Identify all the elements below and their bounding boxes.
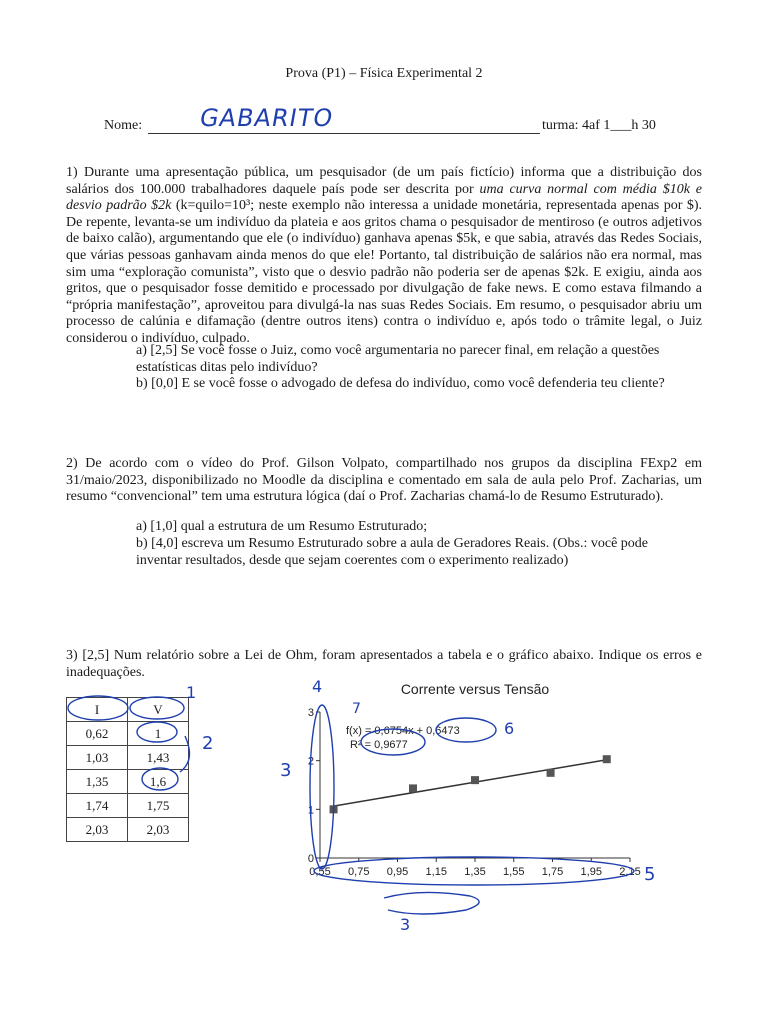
annotation-3-left: 3: [280, 760, 292, 781]
table-cell: 1,6: [128, 770, 189, 794]
annotation-2: 2: [202, 733, 214, 754]
table-cell: 1,75: [128, 794, 189, 818]
circle-mark-eq-left: [361, 729, 425, 755]
annotation-bracket: [180, 736, 189, 772]
table-cell: 1,43: [128, 746, 189, 770]
x-tick-label: 1,95: [580, 866, 602, 878]
question-2: 2) De acordo com o vídeo do Prof. Gilson Volpato, compartilhado nos grupos da disciplina FExp2 em 31/maio/2023, disponibilizado no Moodle da disciplina e comentado em sala de aula pelo Prof. Zacharias, um resumo “convencional” tem uma estrutura lógica (daí o Prof. Zacharias chamá-lo de Resumo Estruturado).: [66, 456, 702, 505]
question-1b: b) [0,0] E se você fosse o advogado de defesa do indivíduo, como você defenderia teu cliente?: [136, 376, 665, 391]
chart-r2: R² = 0,9677: [350, 739, 408, 751]
circle-mark-i: [68, 696, 128, 720]
circle-mark-1: [137, 722, 177, 742]
x-tick-label: 0,75: [348, 866, 370, 878]
table-cell: 1,74: [67, 794, 128, 818]
table-cell: 1,35: [67, 770, 128, 794]
x-tick-label: 1,55: [503, 866, 525, 878]
annotation-5: 5: [644, 864, 656, 885]
circle-mark-x-axis: [314, 857, 634, 885]
y-tick-label: 2: [307, 755, 314, 768]
exam-title: Prova (P1) – Física Experimental 2: [285, 66, 483, 81]
y-tick-label: 3: [307, 707, 314, 719]
question-2a: a) [1,0] qual a estrutura de um Resumo Estruturado;: [136, 519, 428, 534]
annotation-7: 7: [352, 701, 361, 717]
x-tick-label: 0,95: [386, 866, 409, 878]
x-tick-label: 1,35: [464, 866, 486, 878]
annotation-3-bottom: 3: [400, 915, 411, 934]
y-tick-label: 0: [307, 853, 314, 865]
circle-mark-eq-right: [436, 718, 496, 742]
question-1: 1) Durante uma apresentação pública, um pesquisador (de um país fictício) informa que a distribuição dos salários dos 100.000 trabalhadores daquele país pode ser descrita por uma curva normal com média $10k e desvio padrão $2k (k=quilo=10³; neste exemplo não interessa a unidade monetária, representada apenas por $). De repente, levanta-se um indivíduo da plateia e aos gritos chama o pesquisador de mentiroso (e outros adjetivos de baixo calão), argumentando que ele (o indivíduo) ganhava apenas $5k, e que sabia, através das Redes Sociais, que várias pessoas ganhavam ainda menos do que ele! Portanto, tal distribuição de salários não era normal, mas sim uma “exploração comunista”, visto que o desvio padrão não poderia ser de apenas $2k. E exigiu, ainda aos gritos, que o pesquisador fosse demitido e processado por divulgação de fake news. E como estava filmando a “própria manifestação”, aproveitou para divulgá-la nas suas Redes Sociais. Em resumo, o pesquisador abriu um processo de calúnia e difamação (dentre outros itens) contra o indivíduo e, após todo o trâmite legal, o Juiz considerou o indivíduo, culpado.: [66, 165, 703, 346]
circle-mark-16: [142, 768, 178, 790]
chart-title: Corrente versus Tensão: [400, 681, 550, 697]
circle-mark-y-axis: [307, 705, 334, 869]
table-cell: 1,03: [67, 746, 128, 770]
name-label: Nome:: [104, 118, 143, 133]
question-1-text-b: (k=quilo=10³; neste exemplo não interessa a unidade monetária, representada apenas por $). De repente, levanta-se um indivíduo da plateia e aos gritos chama o pesquisador de mentiroso (e outros adjetivos de baixo calão), argumentando que ele (o indivíduo) ganhava apenas $5k, e que sabia, através das Redes Sociais, que várias pessoas ganhavam ainda menos do que ele! Portanto, tal distribuição de salários não era normal, mas sim uma “exploração comunista”, visto que o desvio padrão não poderia ser de apenas $2k. E exigiu, ainda aos gritos, que o pesquisador fosse demitido e processado por divulgação de fake news. E como estava filmando a “própria manifestação”, aproveitou para divulgá-la nas suas Redes Sociais. Em resumo, o pesquisador abriu um processo de calúnia e difamação (dentre outros itens) contra o indivíduo e, após todo o trâmite legal, o Juiz considerou o indivíduo, culpado.: [66, 198, 702, 346]
annotation-6: 6: [504, 719, 515, 738]
handwritten-name: GABARITO: [197, 104, 336, 132]
question-2b: b) [4,0] escreva um Resumo Estruturado sobre a aula de Geradores Reais. (Obs.: você pode inventar resultados, desde que sejam coerentes com o experimento realizado): [136, 536, 648, 568]
table-header-cell: V: [128, 698, 189, 722]
question-1a: a) [2,5] Se você fosse o Juiz, como você argumentaria no parecer final, em relação a questões estatísticas ditas pelo indivíduo?: [136, 343, 660, 375]
table-cell: 1: [128, 722, 189, 746]
x-tick-label: 1,75: [541, 866, 564, 878]
annotation-1: 1: [186, 683, 197, 702]
class-info: turma: 4af 1___h 30: [542, 118, 656, 133]
annotation-oval-bottom: [384, 892, 479, 914]
x-tick-label: 0,55: [309, 866, 331, 878]
question-1-text-a: Durante uma apresentação pública, um pesquisador (de um país fictício) informa que a distribuição dos salários dos 100.000 trabalhadores daquele país pode ser descrita por: [66, 165, 702, 197]
table-cell: 2,03: [128, 818, 189, 842]
x-tick-label: 1,15: [425, 866, 447, 878]
table-header-cell: I: [67, 698, 128, 722]
question-3: 3) [2,5] Num relatório sobre a Lei de Ohm, foram apresentados a tabela e o gráfico abaixo. Indique os erros e inadequações.: [66, 648, 702, 680]
chart-equation: f(x) = 0,6754x + 0,6473: [346, 725, 460, 737]
circle-mark-v: [130, 697, 184, 719]
annotation-4: 4: [312, 677, 323, 696]
question-1-italic: uma curva normal com média $10k e desvio padrão $2k: [66, 181, 703, 214]
y-tick-label: 1: [307, 804, 314, 817]
x-tick-label: 2,15: [619, 866, 641, 878]
table-cell: 2,03: [67, 818, 128, 842]
table-cell: 0,62: [67, 722, 128, 746]
